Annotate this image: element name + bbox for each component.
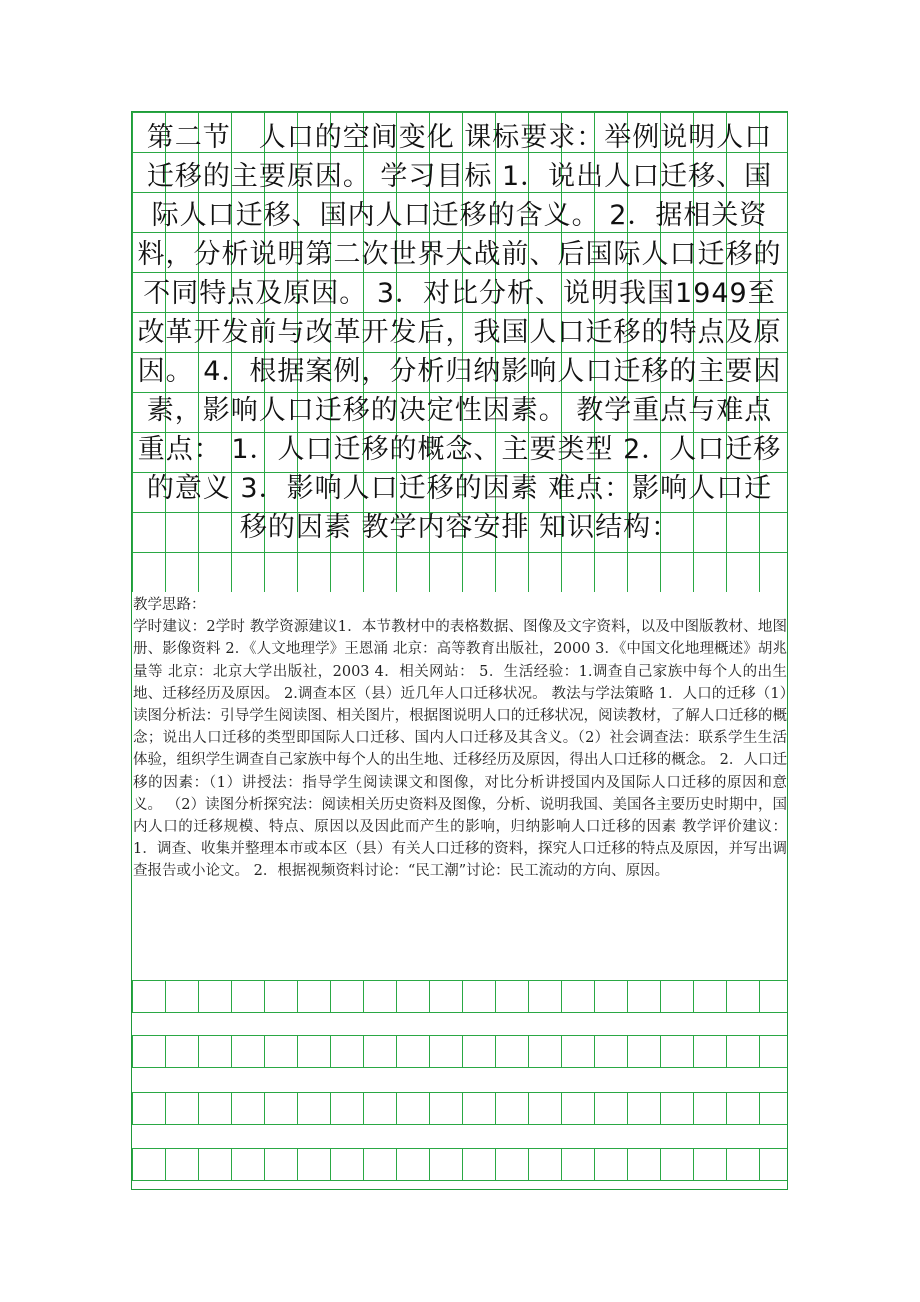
lined-paper-sheet	[131, 111, 788, 1190]
lesson-body-paragraph	[132, 592, 787, 883]
body-text-section	[132, 592, 787, 980]
teaching-approach-label: 教学思路：	[133, 597, 206, 613]
empty-grid-row	[132, 1148, 787, 1181]
lesson-heading-text: 第二节 人口的空间变化 课标要求：举例说明人口迁移的主要原因。 学习目标 1．说出人口迁移、国际人口迁移、国内人口迁移的含义。 2．据相关资料，分析说明第二次世界大战前、后国际人口迁移的不同特点及原因。 3．对比分析、说明我国1949至改革开发前与改革开发后，我国人口迁移的特点及原因。 4．根据案例，分析归纳影响人口迁移的主要因素，影响人口迁移的决定性因素。 教学重点与难点 重点： 1．人口迁移的概念、主要类型 2．人口迁移的意义 3．影响人口迁移的因素 难点：影响人口迁移的因素 教学内容安排 知识结构：	[137, 122, 782, 543]
empty-grid-row	[132, 1092, 787, 1125]
large-print-grid-section	[132, 112, 787, 592]
empty-grid-row	[132, 980, 787, 1013]
lesson-body-text: 学时建议：2学时 教学资源建议1．本节教材中的表格数据、图像及文字资料，以及中图版教材、地图册、影像资料 2．《人文地理学》王恩涌 北京：高等教育出版社，2000 3．《中国文化地理概述》胡兆量等 北京：北京大学出版社，2003 4．相关网站： 5．生活经验：1.调查自己家族中每个人的出生地、迁移经历及原因。 2.调查本区（县）近几年人口迁移状况。 教法与学法策略 1．人口的迁移（1）读图分析法：引导学生阅读图、相关图片，根据图说明人口的迁移状况，阅读教材，了解人口迁移的概念；说出人口迁移的类型即国际人口迁移、国内人口迁移及其含义。（2）社会调查法：联系学生生活体验，组织学生调查自己家族中每个人的出生地、迁移经历及原因，得出人口迁移的概念。 2．人口迁移的因素：（1）讲授法：指导学生阅读课文和图像，对比分析讲授国内及国际人口迁移的原因和意义。 （2）读图分析探究法：阅读相关历史资料及图像，分析、说明我国、美国各主要历史时期中，国内人口的迁移规模、特点、原因以及因此而产生的影响，归纳影响人口迁移的因素 教学评价建议： 1．调查、收集并整理本市或本区（县）有关人口迁移的资料，探究人口迁移的特点及原因，并写出调查报告或小论文。 2．根据视频资料讨论：“民工潮”讨论：民工流动的方向、原因。	[133, 619, 787, 880]
empty-grid-row	[132, 1035, 787, 1068]
